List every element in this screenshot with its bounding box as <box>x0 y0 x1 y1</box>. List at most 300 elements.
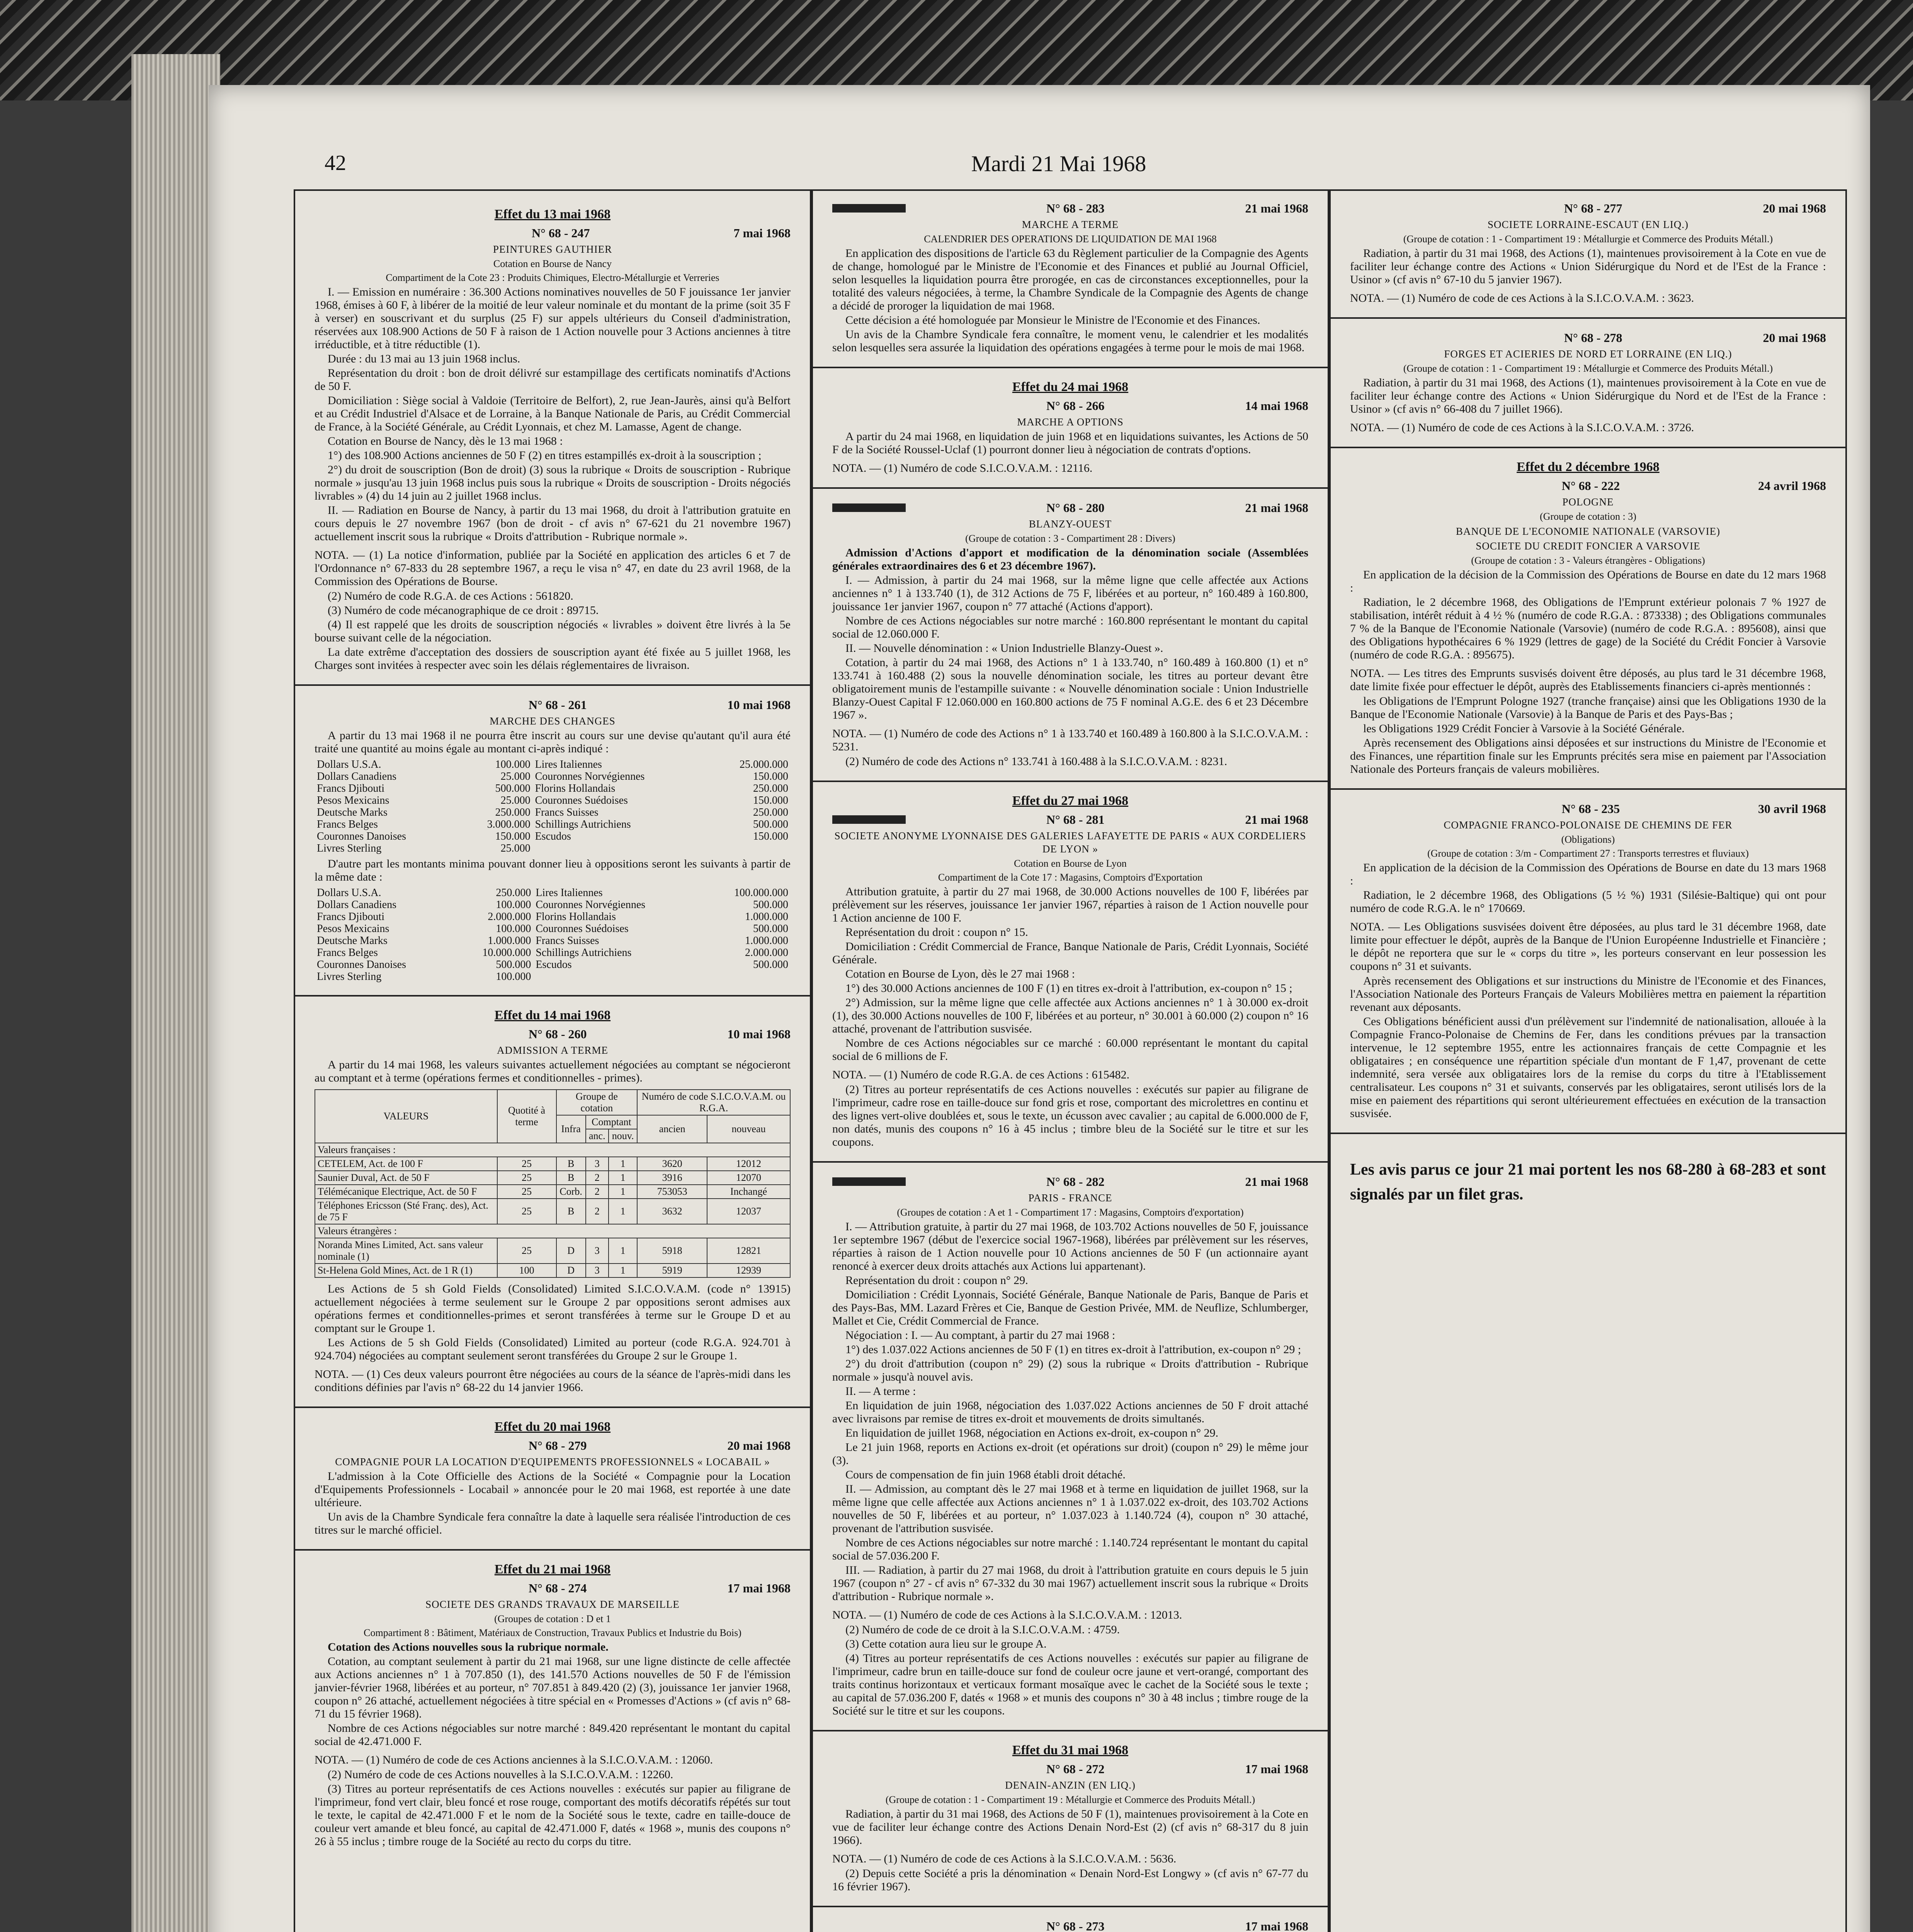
notice-number: N° 68 - 235 <box>1561 802 1620 816</box>
footnote: Ces Obligations bénéficient aussi d'un prélèvement sur l'indemnité de nationalisation, allouée à la Compagnie Franco-Polonaise de Chemins de Fer, dans les conditions prévues par la transaction intervenue, le 12 septembre 1955, entre les actionnaires français de cette Compagnie et les obligataires ; en conséquence une répartition spéciale d'un montant de F 1,47, provenant de cette indemnité, sera versée aux obligataires lors de la remise du corps du titre à l'Etablissement centralisateur. Les coupons n° 31 et suivants, conservés par les obligataires, seront utilisés lors de la mise en paiement des répartitions qui seront ultérieurement effectuées en exécution de la transaction susvisée. <box>1350 1015 1826 1120</box>
table-cell: Inchangé <box>707 1185 790 1199</box>
currency-amount: 150.000 <box>495 830 531 842</box>
paragraph: Cette décision a été homologuée par Monsieur le Ministre de l'Economie et des Finances. <box>845 314 1260 327</box>
footnote: (3) Cette cotation aura lieu sur le groupe A. <box>845 1638 1047 1650</box>
table-row <box>315 1157 790 1171</box>
notice-number: N° 68 - 277 <box>1564 201 1622 215</box>
notice-subtitle: SOCIETE DU CREDIT FONCIER A VARSOVIE <box>1476 540 1700 552</box>
currency-amount: 2.000.000 <box>745 947 788 959</box>
table-cell: 3632 <box>637 1199 707 1224</box>
effective-date-heading: Effet du 24 mai 1968 <box>1012 380 1129 394</box>
currency-amount: 500.000 <box>753 818 788 830</box>
footnote: (4) Titres au porteur représentatifs de ces Actions nouvelles : exécutés sur papier au filigrane de l'imprimeur, cadre brun en taille-douce sur fond de couleur ocre jaune et vert-orangé, comportant des traits continus horizontaux et verticaux formant mosaïque avec le cachet de la Société sous le texte ; au capital de 57.036.200 F, datés « 1968 » et munis des coupons n° 30 à 48 inclus ; timbre rouge de la Société sur le titre et sur les coupons. <box>832 1652 1308 1717</box>
table-cell: 2 <box>586 1199 609 1224</box>
divider <box>1331 1133 1845 1134</box>
paragraph: En application de la décision de la Commission des Opérations de Bourse en date du 12 mars 1968 : <box>1350 568 1826 594</box>
paragraph: Représentation du droit : coupon n° 15. <box>845 926 1028 939</box>
table-cell: 25 <box>497 1238 556 1264</box>
page-block-edges <box>131 54 220 1932</box>
currency-name: Dollars Canadiens <box>317 899 397 911</box>
currency-row <box>315 770 791 782</box>
paragraph: Cotation en Bourse de Nancy, dès le 13 mai 1968 : <box>328 435 563 447</box>
notice-header <box>832 501 1308 514</box>
paragraph: Un avis de la Chambre Syndicale fera connaître la date à laquelle sera réalisée l'introduction de ces titres sur le marché officiel. <box>315 1510 791 1536</box>
notice-number: N° 68 - 282 <box>1046 1175 1105 1189</box>
divider <box>295 1406 810 1408</box>
currency-amount: 25.000.000 <box>740 759 788 770</box>
table-cell: 12037 <box>707 1199 790 1224</box>
currency-amount: 500.000 <box>753 923 788 935</box>
currency-amount: 500.000 <box>495 782 531 794</box>
table-cell: 25 <box>497 1171 556 1185</box>
notice-date: 17 mai 1968 <box>1245 1919 1308 1932</box>
divider <box>813 781 1328 782</box>
currency-amount: 1.000.000 <box>745 935 788 947</box>
paragraph: I. — Admission, à partir du 24 mai 1968, sur la même ligne que celle affectée aux Actions anciennes n° 1 à 133.740 (1), de 312 Actions de 75 F, libérées et au porteur, n° 160.489 à 160.800, jouissance 1er janvier 1967, coupon n° 77 attaché (Actions d'apport). <box>832 574 1308 613</box>
table-cell: 12070 <box>707 1171 790 1185</box>
notice-subtitle: Compartiment de la Cote 17 : Magasins, Comptoirs d'Exportation <box>938 872 1203 883</box>
notice-title: BLANZY-OUEST <box>1029 518 1112 530</box>
footnote: NOTA. — (1) Numéro de code de ces Actions à la S.I.C.O.V.A.M. : 5636. <box>832 1852 1177 1865</box>
notice-number: N° 68 - 279 <box>528 1439 587 1452</box>
currency-row <box>315 923 791 935</box>
paragraph: Cotation en Bourse de Lyon, dès le 27 mai 1968 : <box>845 968 1075 980</box>
notice-title: FORGES ET ACIERIES DE NORD ET LORRAINE (EN LIQ.) <box>1444 348 1732 360</box>
effective-date-heading: Effet du 2 décembre 1968 <box>1517 460 1660 474</box>
notice-date: 7 mai 1968 <box>733 226 791 240</box>
notice-date: 21 mai 1968 <box>1245 1175 1308 1189</box>
paragraph: Cotation, à partir du 24 mai 1968, des Actions n° 1 à 133.740, n° 160.489 à 160.800 (1) et n° 133.741 à 160.488 (2) sous la nouvelle dénomination sociale, les titres au porteur devant être obligatoirement munis de l'estampille suivante : « Nouvelle dénomination sociale : Union Industrielle Blanzy-Ouest Capital F 12.060.000 en 160.800 actions de 75 F nominal A.G.E. des 6 et 23 Décembre 1967 ». <box>832 656 1308 721</box>
notice-date: 10 mai 1968 <box>727 1027 791 1041</box>
footnote: (2) Numéro de code des Actions n° 133.741 à 160.488 à la S.I.C.O.V.A.M. : 8231. <box>845 755 1227 768</box>
currency-name: Florins Hollandais <box>535 782 616 794</box>
paragraph: Domiciliation : Siège social à Valdoie (Territoire de Belfort), 2, rue Jean-Jaurès, ainsi qu'à Belfort et au Crédit Industriel d'Alsace et de Lorraine, à la Banque Nationale de Paris, au Crédit Commercial de France, à la Société Générale, au Crédit Lyonnais, et chez M. Lamasse, Agent de change. <box>315 394 791 433</box>
col-header: Infra <box>556 1115 586 1143</box>
notice-number: N° 68 - 222 <box>1561 479 1620 493</box>
currency-name: Couronnes Norvégiennes <box>536 899 646 911</box>
table-cell: 12012 <box>707 1157 790 1171</box>
table-cell: Saunier Duval, Act. de 50 F <box>315 1171 497 1185</box>
paragraph: I. — Attribution gratuite, à partir du 27 mai 1968, de 103.702 Actions nouvelles de 50 F, jouissance 1er septembre 1967 (début de l'exercice social 1967-1968), libérées par prélèvement sur les réserves, réparties à raison de 1 Action nouvelle pour 10 Actions anciennes de 50 F (un actionnaire ayant renoncé à exercer deux droits attachés aux Actions lui appartenant). <box>832 1220 1308 1272</box>
currency-name: Francs Belges <box>317 818 378 830</box>
table-row <box>315 1185 790 1199</box>
table-cell: 1 <box>609 1171 637 1185</box>
notice-header <box>315 226 791 240</box>
currency-row <box>315 782 791 794</box>
paragraph: Durée : du 13 mai au 13 juin 1968 inclus. <box>328 352 520 365</box>
notice-date: 21 mai 1968 <box>1245 201 1308 215</box>
table-cell: 25 <box>497 1185 556 1199</box>
currency-name <box>533 842 709 854</box>
currency-amount <box>703 971 791 983</box>
table-row <box>315 1199 790 1224</box>
footnote: La date extrême d'acceptation des dossiers de souscription ayant été fixée au 5 juillet 1968, les Charges sont invitées à respecter avec soin les délais réglementaires de livraison. <box>315 646 791 672</box>
footnote: NOTA. — (1) La notice d'information, publiée par la Société en application des articles 6 et 7 de l'Ordonnance n° 67-833 du 28 septembre 1967, a reçu le visa n° 47, en date du 23 avril 1968, de la Commission des Opérations de Bourse. <box>315 549 791 588</box>
paragraph: A partir du 13 mai 1968 il ne pourra être inscrit au cours sur une devise qu'autant qu'il aura été traité une quantité au moins égale au montant ci-après indiqué : <box>315 729 791 755</box>
currency-row <box>315 911 791 923</box>
currency-name <box>533 971 703 983</box>
paragraph: Nombre de ces Actions négociables sur notre marché : 1.140.724 représentant le montant du capital social de 57.036.200 F. <box>832 1536 1308 1562</box>
notice-date: 21 mai 1968 <box>1245 813 1308 827</box>
paragraph: Admission d'Actions d'apport et modification de la dénomination sociale (Assemblées générales extraordinaires des 6 et 23 décembre 1967). <box>832 546 1308 572</box>
notice-number: N° 68 - 278 <box>1564 331 1622 345</box>
currency-name: Dollars U.S.A. <box>317 759 381 770</box>
currency-row <box>315 842 791 854</box>
notice-subtitle: Compartiment 8 : Bâtiment, Matériaux de Construction, Travaux Publics et Industrie du Bois) <box>364 1627 741 1638</box>
notice-title: POLOGNE <box>1562 496 1614 508</box>
paragraph: III. — Radiation, à partir du 27 mai 1968, du droit à l'attribution gratuite en cours depuis le 5 juin 1967 (coupon n° 27 - cf avis n° 67-332 du 30 mai 1967) actuellement inscrit sous la rubrique « Droits d'attribution - Rubrique normale ». <box>832 1564 1308 1603</box>
col-header: Groupe de cotation <box>556 1090 638 1115</box>
notice-number: N° 68 - 283 <box>1046 201 1105 215</box>
bold-rule-marker <box>832 1177 906 1186</box>
paragraph: A partir du 24 mai 1968, en liquidation de juin 1968 et en liquidations suivantes, les Actions de 50 F de la Société Roussel-Uclaf (1) pourront donner lieu à négociation de contrats d'options. <box>832 430 1308 456</box>
effective-date-heading: Effet du 27 mai 1968 <box>1012 794 1129 808</box>
currency-amount: 100.000 <box>496 923 531 935</box>
paragraph: 1°) des 30.000 Actions anciennes de 100 F (1) en titres ex-droit à l'attribution, ex-coupon n° 15 ; <box>845 982 1292 995</box>
table-cell: 25 <box>497 1157 556 1171</box>
paragraph: Cotation des Actions nouvelles sous la rubrique normale. <box>328 1641 609 1653</box>
notice-number: N° 68 - 272 <box>1046 1762 1105 1776</box>
notice-number: N° 68 - 280 <box>1046 501 1105 515</box>
paragraph: Radiation, à partir du 31 mai 1968, des Actions de 50 F (1), maintenues provisoirement à la Cote en vue de faciliter leur échange contre des Actions Denain Nord-Est (2) (cf avis n° 68-317 du 8 juin 1966). <box>832 1808 1308 1847</box>
currency-name: Francs Djibouti <box>317 782 384 794</box>
paragraph: Domiciliation : Crédit Lyonnais, Société Générale, Banque Nationale de Paris, Banque de Paris et des Pays-Bas, MM. Lazard Frères et Cie, Banque de Gestion Privée, MM. de Neuflize, Schlumberger, Mallet et Cie, Crédit Commercial de France. <box>832 1288 1308 1327</box>
table-cell: 3620 <box>637 1157 707 1171</box>
divider <box>813 1730 1328 1731</box>
notice-number: N° 68 - 273 <box>1046 1919 1105 1932</box>
notice-title: ADMISSION A TERME <box>497 1044 609 1056</box>
paragraph: Les Actions de 5 sh Gold Fields (Consolidated) Limited S.I.C.O.V.A.M. (code n° 13915) actuellement négociées à terme seulement sur le Groupe 2 par oppositions seront admises aux opérations fermes et conditionnelles-primes et seront transférées à terme sur le Groupe D et au comptant sur le Groupe 1. <box>315 1282 791 1335</box>
col-header: anc. <box>586 1129 609 1143</box>
divider <box>295 995 810 997</box>
currency-amount: 150.000 <box>753 830 788 842</box>
column-middle <box>811 189 1329 1932</box>
notice-subtitle: (Groupe de cotation : 1 - Compartiment 19 : Métallurgie et Commerce des Produits Métall.) <box>1403 363 1773 374</box>
effective-date-heading: Effet du 20 mai 1968 <box>494 1420 611 1434</box>
currency-name: Pesos Mexicains <box>317 923 389 935</box>
notice-header <box>315 698 791 711</box>
notice-subtitle: (Groupe de cotation : 1 - Compartiment 19 : Métallurgie et Commerce des Produits Métall.) <box>885 1794 1255 1805</box>
notice-subtitle: Cotation en Bourse de Lyon <box>1014 858 1127 869</box>
notice-subtitle: (Groupes de cotation : A et 1 - Compartiment 17 : Magasins, Comptoirs d'exportation) <box>897 1207 1244 1218</box>
currency-amount: 250.000 <box>495 806 531 818</box>
bulletin-page <box>209 85 1870 1932</box>
currency-name: Escudos <box>536 959 572 971</box>
currency-name: Dollars U.S.A. <box>317 887 381 899</box>
footnote: (2) Numéro de code de ce droit à la S.I.C.O.V.A.M. : 4759. <box>845 1623 1120 1636</box>
paragraph: II. — Admission, au comptant dès le 27 mai 1968 et à terme en liquidation de juillet 1968, sur la même ligne que celle affectée aux Actions anciennes n° 1 à 1.037.022 ex-droit, des 103.702 Actions nouvelles de 50 F, libérées et au porteur, n° 1.037.023 à 1.140.724 (4), coupon n° 30 attaché, provenant de l'attribution susvisée. <box>832 1483 1308 1535</box>
notice-header <box>315 1439 791 1452</box>
paragraph: L'admission à la Cote Officielle des Actions de la Société « Compagnie pour la Location d'Equipements Professionnels - Locabail » annoncée pour le 20 mai 1968, est reportée à une date ultérieure. <box>315 1470 791 1509</box>
notice-title: COMPAGNIE FRANCO-POLONAISE DE CHEMINS DE FER <box>1444 819 1733 831</box>
table-section-label: Valeurs françaises : <box>315 1143 790 1157</box>
effective-date-heading: Effet du 31 mai 1968 <box>1012 1743 1129 1757</box>
currency-name: Couronnes Suédoises <box>535 794 628 806</box>
currency-amount <box>709 842 791 854</box>
table-cell: Télémécanique Electrique, Act. de 50 F <box>315 1185 497 1199</box>
table-row <box>315 1264 790 1277</box>
divider <box>1331 447 1845 448</box>
notice-subtitle: (Obligations) <box>1561 834 1615 845</box>
paragraph: Cotation, au comptant seulement à partir du 21 mai 1968, sur une ligne distincte de celle affectée aux Actions anciennes n° 1 à 707.850 (1), des 141.570 Actions nouvelles de 50 F de l'émission janvier-février 1968, libérées et au porteur, n° 707.851 à 849.420 (2) (3), jouissance 1er janvier 1968, coupon n° 26 attaché, actuellement négociées à titre spécial en « Promesses d'Actions » (cf avis n° 68-71 du 15 février 1968). <box>315 1655 791 1720</box>
paragraph: II. — Radiation en Bourse de Nancy, à partir du 13 mai 1968, du droit à l'attribution gratuite en cours depuis le 27 novembre 1967 (bon de droit - cf avis n° 67-621 du 21 novembre 1967) actuellement inscrit sous la rubrique « Droits d'attribution - Rubrique normale ». <box>315 504 791 543</box>
paragraph: Nombre de ces Actions négociables sur notre marché : 160.800 représentant le montant du capital social de 12.060.000 F. <box>832 614 1308 640</box>
effective-date-heading: Effet du 13 mai 1968 <box>494 207 611 221</box>
paragraph: 2°) du droit d'attribution (coupon n° 29) (2) sous la rubrique « Droits d'attribution - Rubrique normale » jusqu'à nouvel avis. <box>832 1357 1308 1383</box>
notice-header <box>832 1762 1308 1776</box>
table-section-label: Valeurs étrangères : <box>315 1224 790 1238</box>
currency-amount: 250.000 <box>753 806 788 818</box>
currency-name: Francs Djibouti <box>317 911 384 923</box>
paragraph: En liquidation de juin 1968, négociation des 1.037.022 Actions anciennes de 50 F droit attaché avec livraisons par remise de titres ex-droit et mouvements de droits simultanés. <box>832 1399 1308 1425</box>
footnote: (2) Numéro de code de ces Actions nouvelles à la S.I.C.O.V.A.M. : 12260. <box>328 1768 673 1781</box>
footnote: NOTA. — (1) Numéro de code de ces Actions à la S.I.C.O.V.A.M. : 12013. <box>832 1609 1182 1621</box>
notice-title: SOCIETE LORRAINE-ESCAUT (EN LIQ.) <box>1488 219 1689 230</box>
paragraph: Représentation du droit : coupon n° 29. <box>845 1274 1028 1287</box>
notice-date: 14 mai 1968 <box>1245 399 1308 413</box>
currency-amount: 150.000 <box>753 794 788 806</box>
securities-table <box>315 1089 791 1278</box>
col-header: ancien <box>637 1115 707 1143</box>
currency-name: Couronnes Danoises <box>317 959 406 971</box>
table-row <box>315 1171 790 1185</box>
notice-subtitle: Cotation en Bourse de Nancy <box>493 258 612 269</box>
footnote: NOTA. — (1) Numéro de code S.I.C.O.V.A.M. : 12116. <box>832 462 1093 474</box>
col-header: nouveau <box>707 1115 790 1143</box>
divider <box>813 367 1328 368</box>
col-header: Numéro de code S.I.C.O.V.A.M. ou R.G.A. <box>637 1090 790 1115</box>
footnote: Après recensement des Obligations ainsi déposées et sur instructions du Ministre de l'Economie et des Finances, une répartition finale sur les Emprunts précités sera mise en paiement par l'Association Nationale des Porteurs français de valeurs mobilières. <box>1350 736 1826 776</box>
notice-header <box>832 1175 1308 1188</box>
divider <box>295 1549 810 1551</box>
notice-date: 20 mai 1968 <box>727 1439 791 1452</box>
table-cell: 5919 <box>637 1264 707 1277</box>
currency-amount: 3.000.000 <box>487 818 531 830</box>
currency-name: Livres Sterling <box>317 971 382 983</box>
table-cell: 1 <box>609 1185 637 1199</box>
currency-amount: 25.000 <box>500 842 531 854</box>
table-cell: 100 <box>497 1264 556 1277</box>
table-cell: D <box>556 1264 586 1277</box>
footnote: (2) Titres au porteur représentatifs de ces Actions nouvelles : exécutés sur papier au filigrane de l'imprimeur, cadre rose en taille-douce sur fond gris et rose, comportant des microlettres en continu et des lignes vert-olive doublées et, sous le texte, un écusson avec cavalier ; au capital de 6.000.000 de F, non datés, munis des coupons n° 16 à 45 inclus ; timbre bleu de la Société sur le titre et sur les coupons. <box>832 1083 1308 1148</box>
notice-date: 20 mai 1968 <box>1763 331 1826 345</box>
table-cell: D <box>556 1238 586 1264</box>
currency-row <box>315 806 791 818</box>
table-cell: Corb. <box>556 1185 586 1199</box>
notice-number: N° 68 - 266 <box>1046 399 1105 413</box>
notice-subtitle: (Groupes de cotation : D et 1 <box>494 1613 611 1624</box>
paragraph: II. — Nouvelle dénomination : « Union Industrielle Blanzy-Ouest ». <box>845 642 1163 655</box>
notice-header <box>832 399 1308 412</box>
paragraph: En liquidation de juillet 1968, négociation en Actions ex-droit, ex-coupon n° 29. <box>845 1427 1219 1439</box>
col-header: nouv. <box>609 1129 637 1143</box>
paragraph: Domiciliation : Crédit Commercial de France, Banque Nationale de Paris, Crédit Lyonnais, Société Générale. <box>832 940 1308 966</box>
notice-number: N° 68 - 281 <box>1046 813 1105 827</box>
notice-date: 21 mai 1968 <box>1245 501 1308 515</box>
paragraph: Radiation, à partir du 31 mai 1968, des Actions (1), maintenues provisoirement à la Cote en vue de faciliter leur échange contre des Actions « Union Sidérurgique du Nord et de l'Est de la France : Usinor » (cf avis n° 66-408 du 7 juillet 1966). <box>1350 376 1826 415</box>
notice-subtitle: (Groupe de cotation : 3/m - Compartiment 27 : Transports terrestres et fluviaux) <box>1427 848 1749 859</box>
paragraph: En application de la décision de la Commission des Opérations de Bourse en date du 13 mars 1968 : <box>1350 861 1826 887</box>
notice-header <box>315 1582 791 1595</box>
notice-subtitle: (Groupe de cotation : 3) <box>1540 511 1636 522</box>
currency-amount: 100.000.000 <box>734 887 788 899</box>
table-cell: Noranda Mines Limited, Act. sans valeur nominale (1) <box>315 1238 497 1264</box>
currency-name: Livres Sterling <box>317 842 382 854</box>
currency-row <box>315 830 791 842</box>
table-cell: 3 <box>586 1238 609 1264</box>
currency-name: Pesos Mexicains <box>317 794 389 806</box>
notice-header <box>832 202 1308 215</box>
currency-name: Lires Italiennes <box>535 759 602 770</box>
notice-subtitle: (Groupe de cotation : 3 - Compartiment 28 : Divers) <box>965 533 1175 544</box>
table-cell: B <box>556 1157 586 1171</box>
currency-amount: 2.000.000 <box>488 911 531 923</box>
currency-name: Schillings Autrichiens <box>536 947 632 959</box>
paragraph: Nombre de ces Actions négociables sur ce marché : 60.000 représentant le montant du capital social de 6 millions de F. <box>832 1037 1308 1063</box>
table-section-row <box>315 1143 790 1157</box>
paragraph: Radiation, le 2 décembre 1968, des Obligations de l'Emprunt extérieur polonais 7 % 1927 de stabilisation, intérêt réduit à 4 ½ % (numéro de code R.G.A. : 873338) ; des Obligations communales 7 % de la Banque de l'Economie Nationale (Varsovie) (numéro de code R.G.A. : 895608), ainsi que des Obligations hypothécaires 6 % 1929 (lettres de gage) de la Société du Crédit Foncier à Varsovie (numéro de code R.G.A. : 895675). <box>1350 596 1826 661</box>
table-cell: 1 <box>609 1238 637 1264</box>
currency-amount: 25.000 <box>500 770 531 782</box>
footnote: Après recensement des Obligations et sur instructions du Ministre de l'Economie et des Finances, l'Association Nationale des Porteurs Français de Valeurs Mobilières mettra en paiement la répartition revenant aux déposants. <box>1350 975 1826 1014</box>
paragraph: Attribution gratuite, à partir du 27 mai 1968, de 30.000 Actions nouvelles de 100 F, libérées par prélèvement sur les réserves, jouissance 1er janvier 1967, réparties à raison de 1 Action nouvelle pour 1 Action ancienne de 100 F. <box>832 885 1308 924</box>
currency-name: Florins Hollandais <box>536 911 616 923</box>
table-cell: St-Helena Gold Mines, Act. de 1 R (1) <box>315 1264 497 1277</box>
currency-amount: 500.000 <box>753 899 788 911</box>
currency-row <box>315 971 791 983</box>
currency-name: Dollars Canadiens <box>317 770 397 782</box>
notice-header <box>832 1920 1308 1932</box>
currency-amount: 250.000 <box>496 887 531 899</box>
paragraph: En application des dispositions de l'article 63 du Règlement particulier de la Compagnie des Agents de change, homologué par le Ministre de l'Economie et des Finances et publié au Journal Officiel, selon lesquelles la liquidation pourra être prorogée, en cas de circonstances exceptionnelles, pour la totalité des valeurs négociées, à terme, la Chambre Syndicale de la Compagnie des Agents de change a décidé de proroger la liquidation de mai 1968. <box>832 247 1308 312</box>
paragraph: A partir du 14 mai 1968, les valeurs suivantes actuellement négociées au comptant se négocieront au comptant et à terme (opérations fermes et conditionnelles - primes). <box>315 1058 791 1084</box>
notice-header <box>1350 802 1826 815</box>
paragraph: Radiation, à partir du 31 mai 1968, des Actions (1), maintenues provisoirement à la Cote en vue de faciliter leur échange contre des Actions « Union Sidérurgique du Nord et de l'Est de la France : Usinor » (cf avis n° 67-10 du 5 janvier 1967). <box>1350 247 1826 286</box>
col-header: Comptant <box>586 1115 638 1129</box>
paragraph: II. — A terme : <box>845 1385 916 1398</box>
table-cell: 1 <box>609 1157 637 1171</box>
paragraph: Un avis de la Chambre Syndicale fera connaître, le moment venu, le calendrier et les modalités selon lesquelles sera assurée la liquidation des opérations engagées à terme pour le mois de mai 1968. <box>832 328 1308 354</box>
table-section-row <box>315 1224 790 1238</box>
divider <box>295 684 810 686</box>
footnote: (2) Depuis cette Société a pris la dénomination « Denain Nord-Est Longwy » (cf avis n° 67-77 du 16 février 1967). <box>832 1867 1308 1893</box>
footnote: (4) Il est rappelé que les droits de souscription négociés « livrables » doivent être livrés à la 5e bourse suivant celle de la négociation. <box>315 618 791 644</box>
notice-subtitle: (Groupe de cotation : 1 - Compartiment 19 : Métallurgie et Commerce des Produits Métall.) <box>1403 233 1773 245</box>
column-left <box>294 189 811 1932</box>
table-cell: Téléphones Ericsson (Sté Franç. des), Act. de 75 F <box>315 1199 497 1224</box>
notice-title: PARIS - FRANCE <box>1028 1192 1112 1204</box>
divider <box>813 1906 1328 1907</box>
paragraph: 1°) des 108.900 Actions anciennes de 50 F (2) en titres estampillés ex-droit à la souscription ; <box>328 449 762 462</box>
table-cell: 12939 <box>707 1264 790 1277</box>
table-cell: 2 <box>586 1171 609 1185</box>
table-cell: CETELEM, Act. de 100 F <box>315 1157 497 1171</box>
col-header: VALEURS <box>315 1090 497 1143</box>
paragraph: Nombre de ces Actions négociables sur notre marché : 849.420 représentant le montant du capital social de 42.471.000 F. <box>315 1722 791 1748</box>
notice-number: N° 68 - 247 <box>531 226 590 240</box>
bold-rule-marker <box>832 204 906 213</box>
notice-title: MARCHE A OPTIONS <box>1017 416 1124 428</box>
notice-date: 20 mai 1968 <box>1763 201 1826 215</box>
notice-title: PEINTURES GAUTHIER <box>493 243 612 255</box>
footnote: (2) Numéro de code R.G.A. de ces Actions : 561820. <box>328 590 573 602</box>
notice-header <box>832 813 1308 826</box>
page-date: Mardi 21 Mai 1968 <box>971 151 1146 176</box>
table-cell: 25 <box>497 1199 556 1224</box>
currency-amount: 25.000 <box>500 794 531 806</box>
currency-minimum-table <box>315 759 791 854</box>
divider <box>1331 788 1845 790</box>
notice-date: 24 avril 1968 <box>1758 479 1826 493</box>
column-right <box>1329 189 1847 1932</box>
notice-number: N° 68 - 274 <box>528 1581 587 1595</box>
footnote: NOTA. — (1) Numéro de code de ces Actions à la S.I.C.O.V.A.M. : 3726. <box>1350 421 1694 434</box>
footnote: NOTA. — (1) Numéro de code de ces Actions anciennes à la S.I.C.O.V.A.M. : 12060. <box>315 1753 713 1766</box>
notice-header <box>1350 479 1826 492</box>
paragraph: Les Actions de 5 sh Gold Fields (Consolidated) Limited au porteur (code R.G.A. 924.701 à 924.704) négociées au comptant seulement seront transférées du Groupe 2 sur le Groupe 1. <box>315 1336 791 1362</box>
currency-amount: 100.000 <box>496 899 531 911</box>
effective-date-heading: Effet du 14 mai 1968 <box>494 1008 611 1022</box>
paragraph: Cours de compensation de fin juin 1968 établi droit détaché. <box>845 1468 1126 1481</box>
table-cell: 3 <box>586 1264 609 1277</box>
currency-name: Deutsche Marks <box>317 935 388 947</box>
notice-title: SOCIETE DES GRANDS TRAVAUX DE MARSEILLE <box>425 1599 680 1610</box>
currency-name: Lires Italiennes <box>536 887 603 899</box>
currency-amount: 1.000.000 <box>488 935 531 947</box>
currency-name: Couronnes Norvégiennes <box>535 770 645 782</box>
table-cell: 1 <box>609 1264 637 1277</box>
currency-name: Couronnes Suédoises <box>536 923 629 935</box>
currency-row <box>315 947 791 959</box>
paragraph: D'autre part les montants minima pouvant donner lieu à oppositions seront les suivants à partir de la même date : <box>315 857 791 883</box>
footnote: NOTA. — (1) Numéro de code R.G.A. de ces Actions : 615482. <box>832 1068 1130 1081</box>
currency-row <box>315 759 791 770</box>
notice-subtitle: CALENDRIER DES OPERATIONS DE LIQUIDATION DE MAI 1968 <box>924 233 1217 245</box>
currency-name: Escudos <box>535 830 571 842</box>
effective-date-heading: Effet du 21 mai 1968 <box>494 1562 611 1577</box>
table-cell: B <box>556 1199 586 1224</box>
closing-notice: Les avis parus ce jour 21 mai portent les nos 68-280 à 68-283 et sont signalés par un filet gras. <box>1350 1161 1826 1203</box>
currency-amount: 250.000 <box>753 782 788 794</box>
paragraph: 2°) Admission, sur la même ligne que celle affectée aux Actions anciennes n° 1 à 30.000 ex-droit (1), des 30.000 Actions nouvelles de 100 F, libérées et au porteur, n° 30.001 à 60.000 (2) coupon n° 16 attaché, provenant de l'attribution susvisée. <box>832 996 1308 1035</box>
paragraph: I. — Emission en numéraire : 36.300 Actions nominatives nouvelles de 50 F jouissance 1er janvier 1968, émises à 60 F, à libérer de la moitié de leur valeur nominale et du montant de la prime (soit 35 F à verser) en souscrivant et du surplus (25 F) sur appels ultérieurs du Conseil d'administration, réservées aux 108.900 Actions de 50 F à raison de 1 Action nouvelle pour 3 Actions anciennes à titre irréductible, et à titre réductible (1). <box>315 286 791 351</box>
paragraph: Représentation du droit : bon de droit délivré sur estampillage des certificats nominatifs d'Actions de 50 F. <box>315 367 791 393</box>
notice-title: MARCHE A TERME <box>1022 219 1119 230</box>
paragraph: 2°) du droit de souscription (Bon de droit) (3) sous la rubrique « Droits de souscription - Rubrique normale » jusqu'au 13 juin 1968 inclus puis sous la rubrique « Droits de souscription - Droits négociés livrables » (4) du 14 juin au 2 juillet 1968 inclus. <box>315 463 791 502</box>
currency-amount: 100.000 <box>495 759 531 770</box>
currency-amount: 1.000.000 <box>745 911 788 923</box>
currency-amount: 150.000 <box>753 770 788 782</box>
bold-rule-marker <box>832 815 906 824</box>
footnote: les Obligations 1929 Crédit Foncier à Varsovie à la Société Générale. <box>1363 722 1685 735</box>
currency-name: Francs Suisses <box>536 935 599 947</box>
notice-title: MARCHE DES CHANGES <box>490 715 616 727</box>
table-cell: 753053 <box>637 1185 707 1199</box>
currency-name: Schillings Autrichiens <box>535 818 631 830</box>
currency-row <box>315 887 791 899</box>
footnote: NOTA. — Les Obligations susvisées doivent être déposées, au plus tard le 31 décembre 1968, date limite pour effectuer le dépôt, auprès de la Banque de l'Union Européenne Industrielle et Financière ; le dépôt ne reportera que sur le « corps du titre », les porteurs conservant en leur possession les coupons n° 31 et suivants. <box>1350 920 1826 973</box>
col-header: Quotité à terme <box>497 1090 556 1143</box>
footnote: les Obligations de l'Emprunt Pologne 1927 (tranche française) ainsi que les Obligations 1930 de la Banque de l'Economie Nationale (Varsovie) à la Banque de Paris et des Pays-Bas ; <box>1350 695 1826 721</box>
bold-rule-marker <box>832 503 906 512</box>
notice-title: COMPAGNIE POUR LA LOCATION D'EQUIPEMENTS PROFESSIONNELS « LOCABAIL » <box>335 1456 770 1468</box>
notice-header <box>315 1027 791 1041</box>
notice-subtitle: Compartiment de la Cote 23 : Produits Chimiques, Electro-Métallurgie et Verreries <box>386 272 719 283</box>
table-cell: 5918 <box>637 1238 707 1264</box>
currency-amount: 500.000 <box>496 959 531 971</box>
paragraph: Le 21 juin 1968, reports en Actions ex-droit (et opérations sur droit) (coupon n° 29) le même jour (3). <box>832 1441 1308 1467</box>
footnote: (3) Titres au porteur représentatifs de ces Actions nouvelles : exécutés sur papier au filigrane de l'imprimeur, fond vert clair, bleu foncé et rose rouge, comportant des motifs décoratifs répétés sur tout le texte, le capital de 42.471.000 F et le nom de la Société sous le texte, cadre en taille-douce de couleur vert amande et bleu foncé, au capital de 42.471.000 F, datés « 1968 », munis des coupons n° 26 à 55 inclus ; timbre rouge de la Société au recto du corps du titre. <box>315 1782 791 1848</box>
